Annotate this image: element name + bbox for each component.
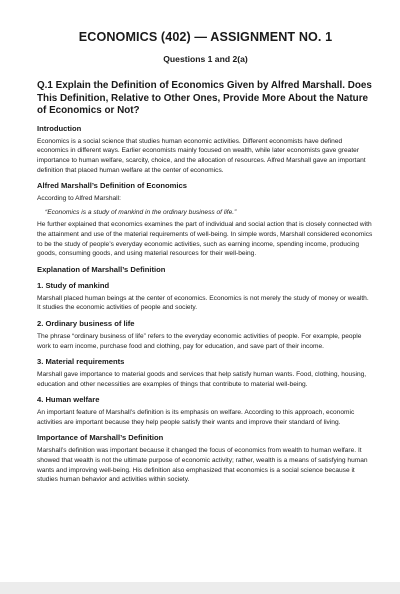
page-bottom-margin (0, 582, 400, 594)
section-heading-explanation: Explanation of Marshall’s Definition (37, 264, 166, 274)
point-paragraph-study-of-mankind: Marshall placed human beings at the center of economics. Economics is not merely the study of money or wealth. It studies the economic activities of people and society. (37, 294, 369, 312)
importance-paragraph: Marshall’s definition was important because it changed the focus of economics from wealth to human welfare. It showed that wealth is not the ultimate purpose of economic activity; rather, wealth is a means of satisfying human wants and improving well-being. His definition also emphasized that economics is a social science because it studies human behavior and activities within society. (37, 447, 368, 484)
section-heading-importance: Importance of Marshall’s Definition (37, 433, 164, 443)
definition-quote: “Economics is a study of mankind in the ordinary business of life.” (45, 208, 237, 216)
point-paragraph-material-requirements: Marshall gave importance to material goods and services that help satisfy human wants. Food, clothing, housing, education and other necessities are examples of things that contribute to material well-being. (37, 371, 367, 388)
section-heading-definition: Alfred Marshall’s Definition of Economics (37, 181, 187, 191)
section-heading-introduction: Introduction (37, 123, 82, 133)
point-heading-ordinary-business: 2. Ordinary business of life (37, 318, 135, 328)
point-heading-human-welfare: 4. Human welfare (37, 395, 100, 405)
page-subtitle: Questions 1 and 2(a) (163, 54, 248, 64)
question-heading: Q.1 Explain the Definition of Economics Given by Alfred Marshall. Does This Definition, Relative to Other Ones, Provide More About the Nature of Economics or Not? (37, 80, 372, 117)
point-heading-material-requirements: 3. Material requirements (37, 357, 125, 367)
definition-intro: According to Alfred Marshall: (37, 195, 121, 203)
point-heading-study-of-mankind: 1. Study of mankind (37, 280, 110, 290)
point-paragraph-human-welfare: An important feature of Marshall’s definition is its emphasis on welfare. According to this approach, economic activities are important because they help people satisfy their wants and improve their standard of living. (37, 409, 355, 426)
point-paragraph-ordinary-business: The phrase “ordinary business of life” refers to the everyday economic activities of people. For example, people work to earn income, purchase food and clothing, pay for education, and save part of their income. (37, 332, 362, 350)
introduction-paragraph: Economics is a social science that studies human economic activities. Different economists have defined economics in different ways. Earlier economists mainly focused on wealth, while later economists gave greater importance to human welfare, scarcity, choice, and the allocation of resources. Alfred Marshall gave an important definition that placed human welfare at the center of economics. (37, 137, 366, 174)
page-title: ECONOMICS (402) — ASSIGNMENT NO. 1 (78, 30, 333, 44)
definition-paragraph: He further explained that economics examines the part of individual and social action that is closely connected with the attainment and use of the material requirements of well-being. In simple words, Marshall considered economics to be the study of people’s everyday economic activities, such as earning income, spending income, producing goods, consuming goods, and using material resources for their well-being. (37, 221, 373, 258)
